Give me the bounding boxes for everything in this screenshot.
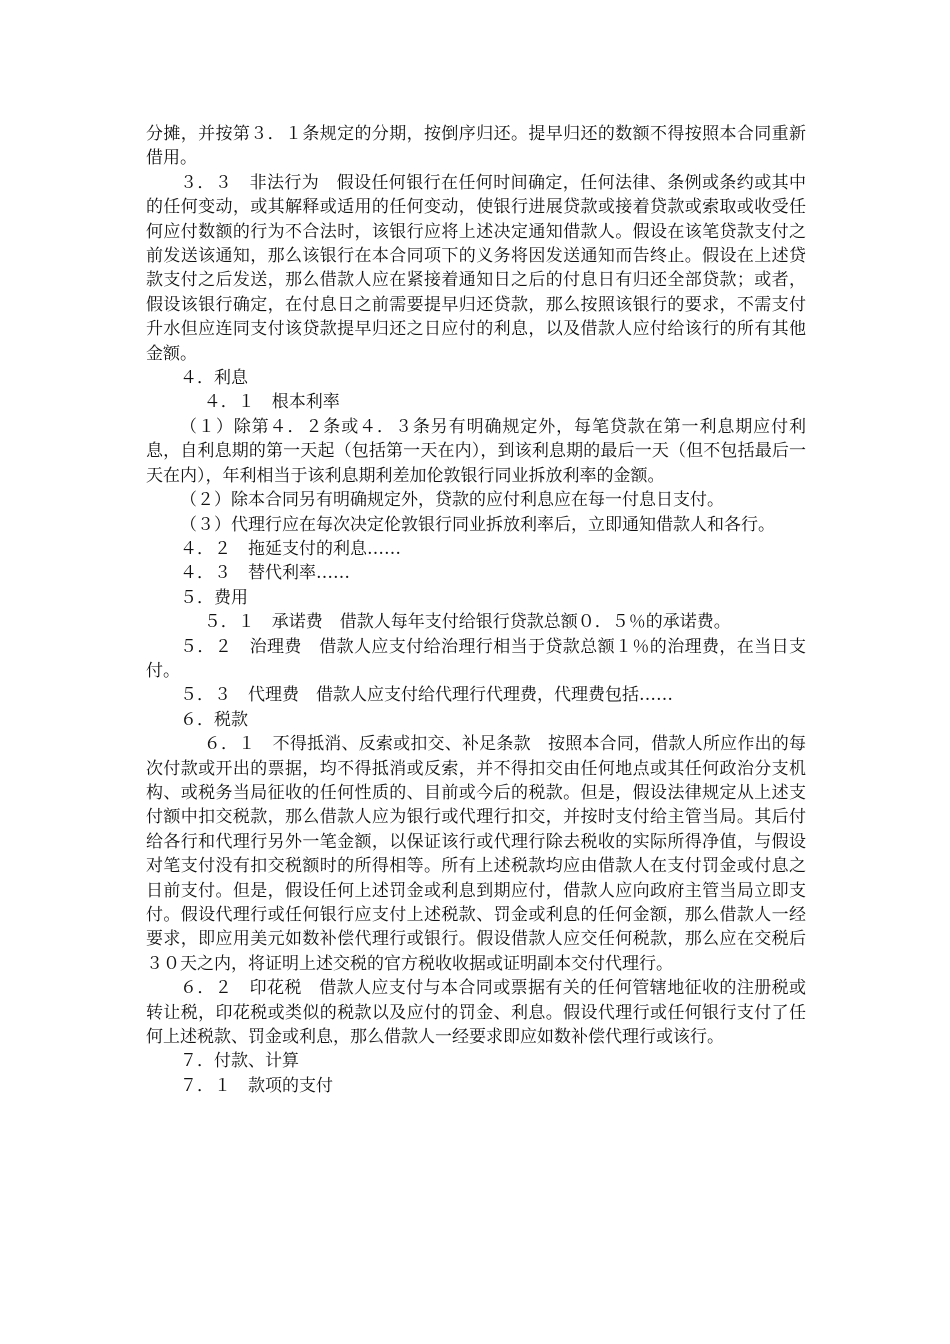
paragraph: （２）除本合同另有明确规定外，贷款的应付利息应在每一付息日支付。 — [180, 490, 724, 511]
paragraph: ４．利息 — [180, 368, 248, 389]
paragraph: ４．１ 根本利率 — [203, 392, 340, 413]
paragraph: ７．付款、计算 — [180, 1051, 299, 1072]
paragraph: ５．费用 — [180, 587, 248, 608]
paragraph: 分摊，并按第３．１条规定的分期，按倒序归还。提早归还的数额不得按照本合同重新借用。 — [146, 124, 806, 169]
paragraph: ３．３ 非法行为 假设任何银行在任何时间确定，任何法律、条例或条约或其中的任何变动，或其解释或适用的任何变动，使银行进展贷款或接着贷款或索取或收受任何应付数额的行为不合法时，该银行应将上述决定通知借款人。假设在该笔贷款支付之前发送该通知，那么该银行在本合同项下的义务将因发送通知而告终止。假设在上述贷款支付之后发送，那么借款人应在紧接着通知日之后的付息日有归还全部贷款；或者，假设该银行确定，在付息日之前需要提早归还贷款，那么按照该银行的要求，不需支付升水但应连同支付该贷款提早归还之日应付的利息，以及借款人应付给该行的所有其他金额。 — [146, 172, 806, 364]
paragraph: ６．１ 不得抵消、反索或扣交、补足条款 按照本合同，借款人所应作出的每次付款或开出的票据，均不得抵消或反索，并不得扣交由任何地点或其任何政治分支机构、或税务当局征收的任何性质的、目前或今后的税款。但是，假设法律规定从上述支付额中扣交税款，那么借款人应为银行或代理行扣交，并按时支付给主管当局。其后付给各行和代理行另外一笔金额，以保证该行或代理行除去税收的实际所得净值，与假设对笔支付没有扣交税额时的所得相等。所有上述税款均应由借款人在支付罚金或付息之日前支付。但是，假设任何上述罚金或利息到期应付，借款人应向政府主管当局立即支付。假设代理行或任何银行应支付上述税款、罚金或利息的任何金额，那么借款人一经要求，即应用美元如数补偿代理行或银行。假设借款人应交任何税款，那么应在交税后３０天之内，将证明上述交税的官方税收收据或证明副本交付代理行。 — [146, 734, 806, 974]
document-body — [146, 122, 806, 1098]
paragraph: （１）除第４．２条或４．３条另有明确规定外，每笔贷款在第一利息期应付利息，自利息期的第一天起（包括第一天在内），到该利息期的最后一天（但不包括最后一天在内），年利相当于该利息期利差加伦敦银行同业拆放利率的金额。 — [146, 416, 806, 486]
paragraph: ４．３ 替代利率…… — [180, 563, 350, 584]
paragraph: ５．２ 治理费 借款人应支付给治理行相当于贷款总额１％的治理费，在当日支付。 — [146, 636, 806, 681]
paragraph: ５．３ 代理费 借款人应支付给代理行代理费，代理费包括…… — [180, 685, 673, 706]
paragraph: （３）代理行应在每次决定伦敦银行同业拆放利率后，立即通知借款人和各行。 — [180, 514, 775, 535]
paragraph: ５．１ 承诺费 借款人每年支付给银行贷款总额０．５％的承诺费。 — [203, 612, 731, 633]
paragraph: ７．１ 款项的支付 — [180, 1075, 333, 1096]
paragraph: ４．２ 拖延支付的利息…… — [180, 538, 401, 559]
paragraph: ６．税款 — [180, 709, 248, 730]
paragraph: ６．２ 印花税 借款人应支付与本合同或票据有关的任何管辖地征收的注册税或转让税，印花税或类似的税款以及应付的罚金、利息。假设代理行或任何银行支付了任何上述税款、罚金或利息，那么借款人一经要求即应如数补偿代理行或该行。 — [146, 978, 806, 1048]
